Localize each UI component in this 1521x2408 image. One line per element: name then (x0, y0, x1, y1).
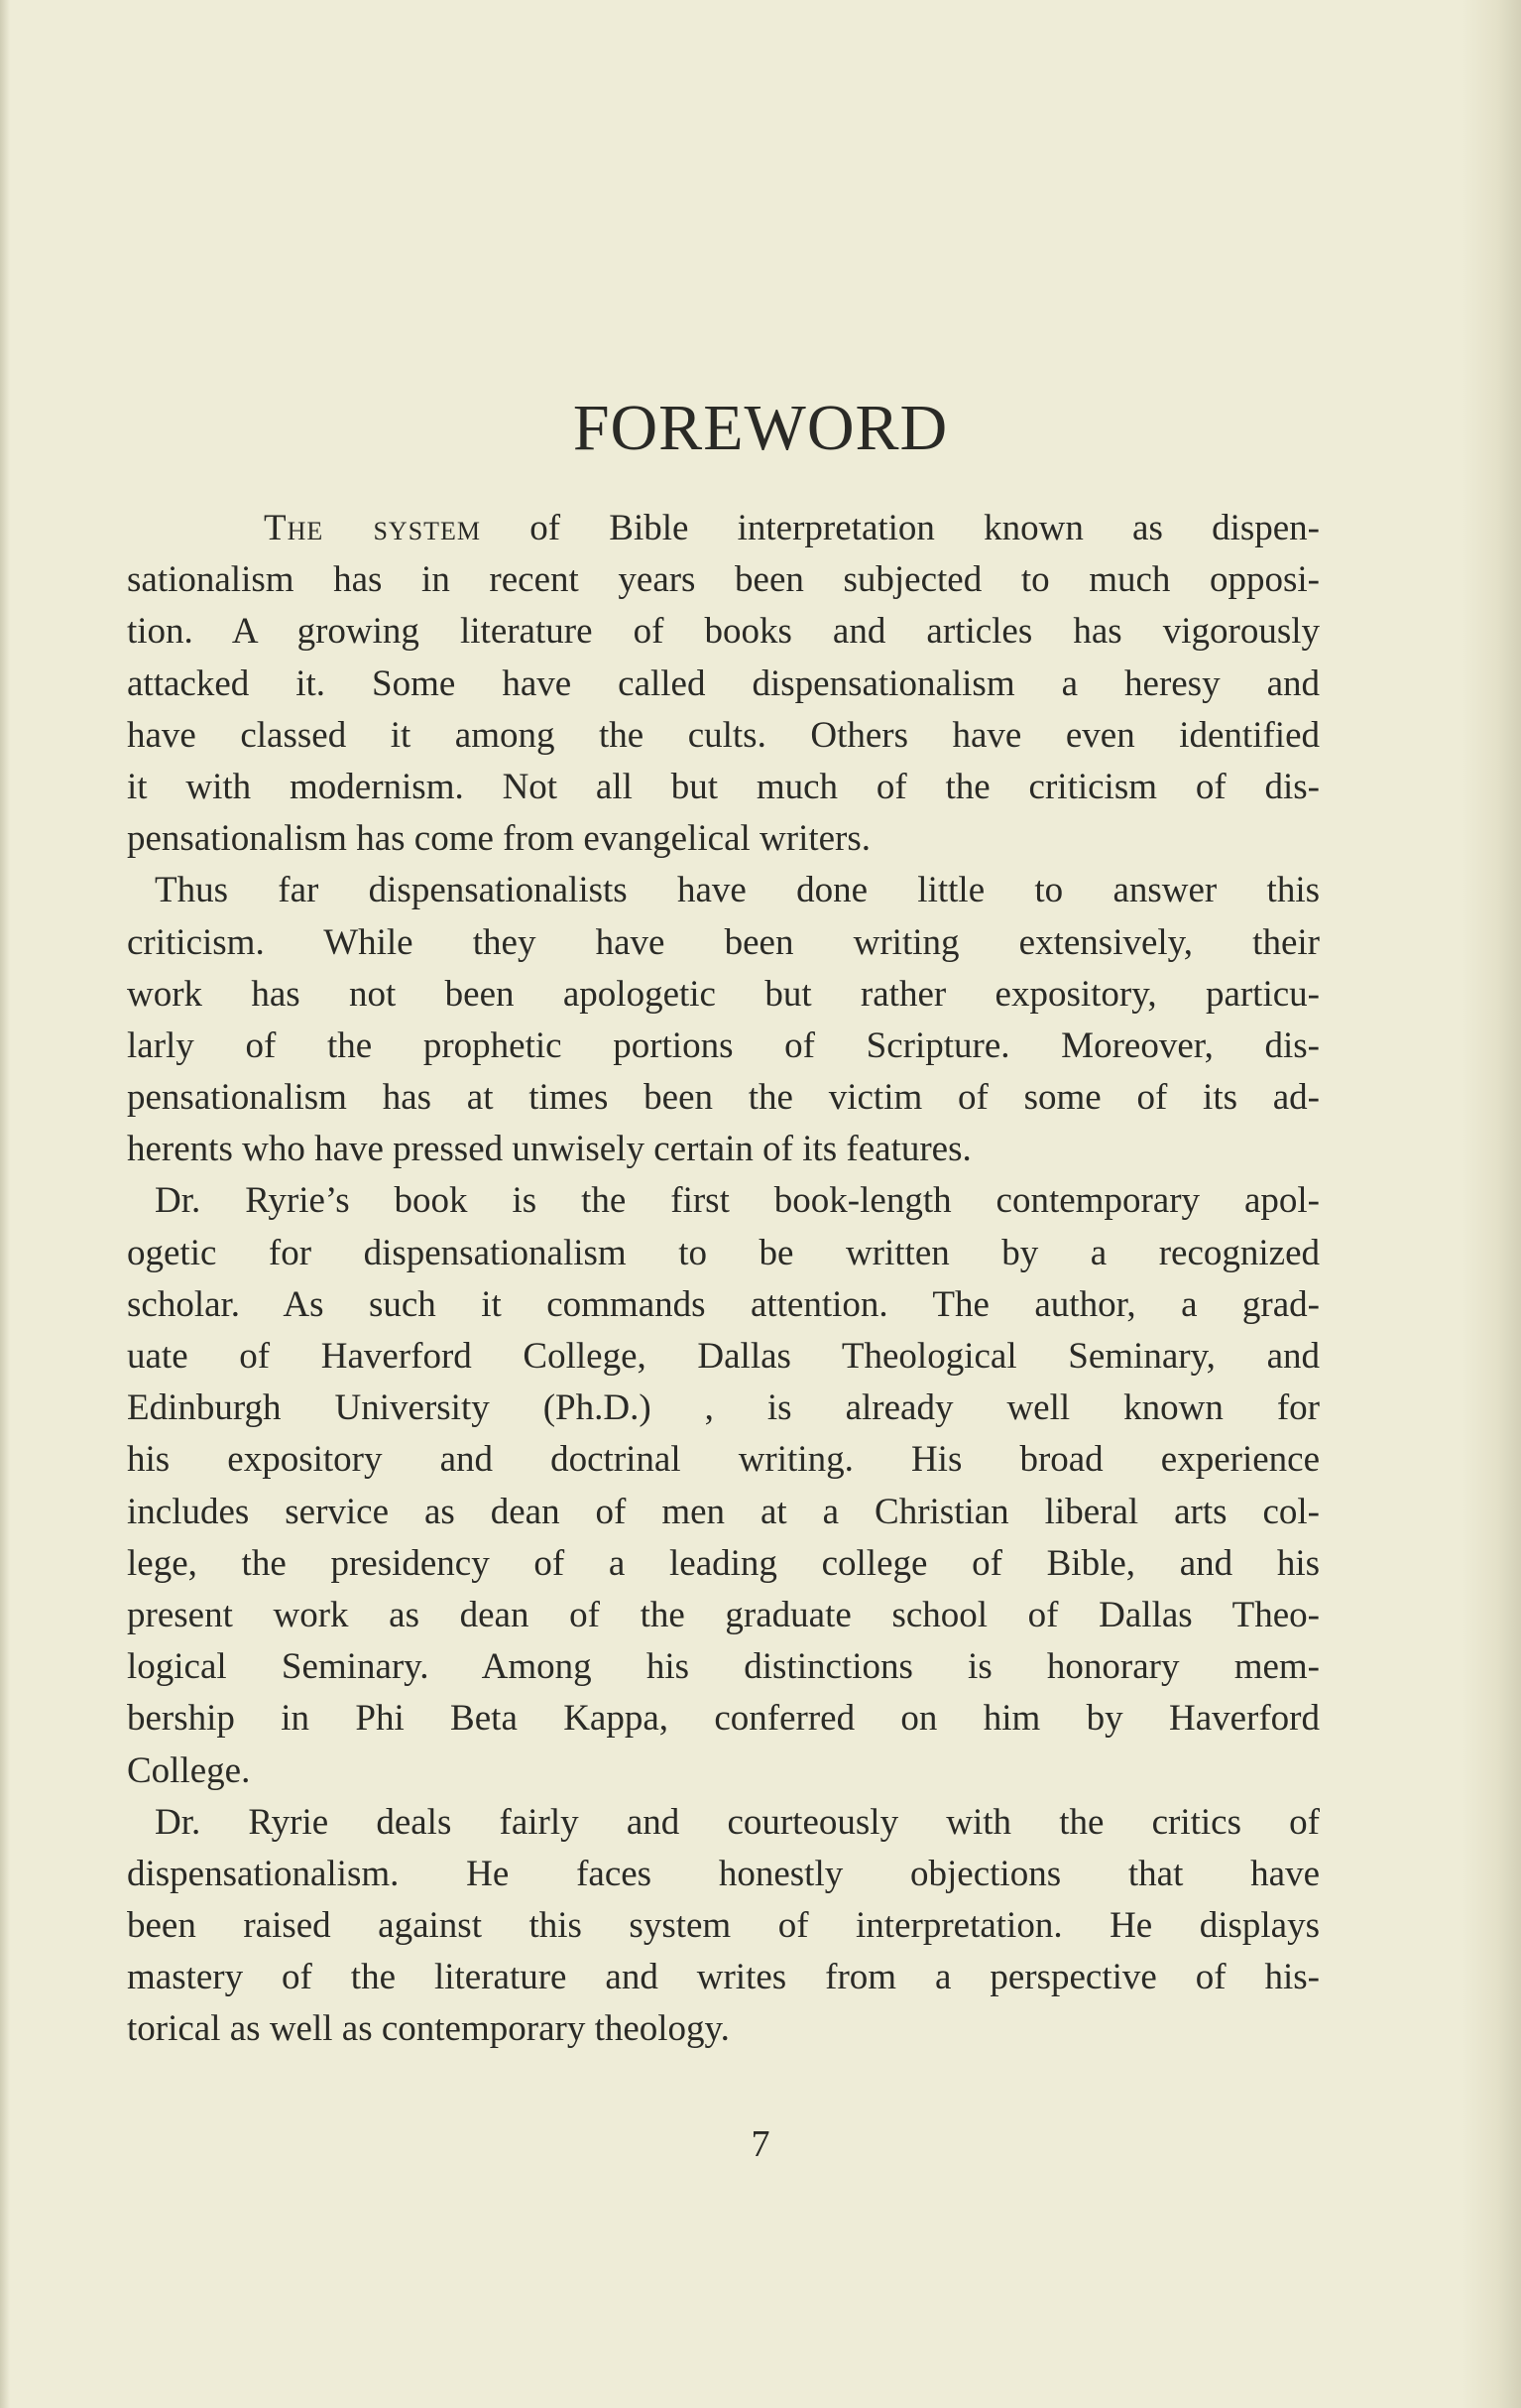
text-line (127, 606, 1320, 658)
text-line-content: Edinburgh University (Ph.D.) , is already well known for (127, 1387, 1320, 1429)
text-line-content: torical as well as contemporary theology. (127, 2008, 730, 2050)
text-line (127, 1434, 1320, 1486)
text-line-content: uate of Haverford College, Dallas Theological Seminary, and (127, 1336, 1320, 1377)
text-line (127, 1538, 1320, 1590)
text-line-content: logical Seminary. Among his distinctions is honorary mem- (127, 1646, 1320, 1688)
text-line-content: it with modernism. Not all but much of the criticism of dis- (127, 766, 1320, 807)
text-line (127, 865, 1320, 916)
text-line-content: lege, the presidency of a leading college of Bible, and his (127, 1542, 1320, 1584)
text-line (127, 1331, 1320, 1383)
text-line-content: tion. A growing literature of books and articles has vigorously (127, 611, 1320, 653)
text-line (127, 1693, 1320, 1745)
text-line-content: Dr. Ryrie deals fairly and courteously with the critics of (155, 1801, 1320, 1843)
page-title: FOREWORD (572, 392, 949, 464)
text-line-content: attacked it. Some have called dispensationalism a heresy and (127, 662, 1320, 704)
foreword-body (127, 503, 1320, 2056)
text-line (127, 1641, 1320, 1693)
text-line (127, 1849, 1320, 1900)
text-line (127, 554, 1320, 606)
text-line-content: Dr. Ryrie’s book is the first book-length contemporary apol- (155, 1180, 1320, 1222)
text-line-content: herents who have pressed unwisely certain of its features. (127, 1129, 972, 1170)
text-line (127, 813, 1320, 865)
text-line (127, 503, 1320, 554)
text-line-content: have classed it among the cults. Others have even identified (127, 714, 1320, 756)
text-line-content: dispensationalism. He faces honestly objections that have (127, 1853, 1320, 1894)
text-line (127, 1952, 1320, 2003)
page-number: 7 (751, 2123, 770, 2165)
lead-small-caps: The system (264, 508, 482, 548)
text-line (127, 1383, 1320, 1434)
text-line-content: present work as dean of the graduate school of Dallas Theo- (127, 1594, 1320, 1635)
text-line-content: larly of the prophetic portions of Scripture. Moreover, dis- (127, 1024, 1320, 1066)
text-line (127, 1590, 1320, 1641)
text-line (127, 1746, 1320, 1797)
text-line (127, 969, 1320, 1021)
text-line-content: College. (127, 1749, 251, 1791)
text-line-content: work has not been apologetic but rather expository, particu- (127, 973, 1320, 1015)
text-line (127, 1279, 1320, 1331)
text-line (127, 1124, 1320, 1175)
text-line-content: includes service as dean of men at a Christian liberal arts col- (127, 1491, 1320, 1532)
text-line-content: Thus far dispensationalists have done little to answer this (155, 870, 1320, 911)
text-line (127, 1900, 1320, 1952)
text-line-content: criticism. While they have been writing extensively, their (127, 921, 1320, 963)
text-line-content: mastery of the literature and writes from a perspective of his- (127, 1957, 1320, 1998)
text-line-content: of Bible interpretation known as dispen- (481, 508, 1320, 548)
text-line (127, 1487, 1320, 1538)
text-line (127, 710, 1320, 762)
text-line (127, 1228, 1320, 1279)
text-line (127, 1021, 1320, 1072)
text-line-content: pensationalism has come from evangelical writers. (127, 818, 872, 860)
text-line (127, 1797, 1320, 1849)
page-edge-shadow-right (1462, 0, 1521, 2408)
text-line (127, 1072, 1320, 1124)
text-line (127, 762, 1320, 813)
text-line-content: sationalism has in recent years been subjected to much opposi- (127, 559, 1320, 601)
text-line (127, 2003, 1320, 2055)
text-line (127, 917, 1320, 969)
text-line-content: bership in Phi Beta Kappa, conferred on him by Haverford (127, 1698, 1320, 1740)
text-line-content: ogetic for dispensationalism to be written by a recognized (127, 1232, 1320, 1273)
text-line (127, 1175, 1320, 1227)
text-line-content: his expository and doctrinal writing. His broad experience (127, 1439, 1320, 1481)
page-edge-shadow-left (0, 0, 10, 2408)
text-line (127, 659, 1320, 710)
text-line-content: pensationalism has at times been the victim of some of its ad- (127, 1077, 1320, 1119)
text-line-content: been raised against this system of interpretation. He displays (127, 1905, 1320, 1947)
text-line-content: scholar. As such it commands attention. The author, a grad- (127, 1283, 1320, 1325)
